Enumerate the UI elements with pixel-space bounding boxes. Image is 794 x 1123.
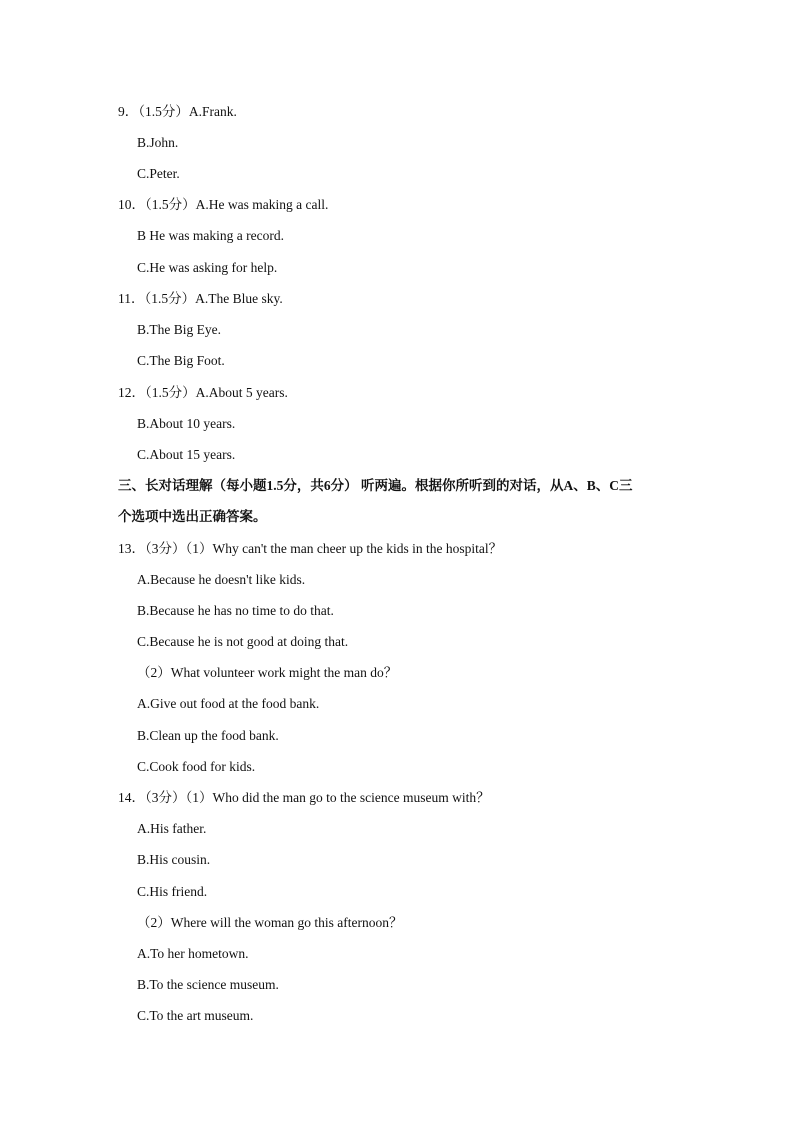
- question-13-stem: 13．（3分）（1）Why can't the man cheer up the kids in the hospital？: [118, 541, 503, 556]
- question-14-2-stem: （2）Where will the woman go this afternoon？: [137, 915, 403, 930]
- question-11-option-b: B.The Big Eye.: [137, 322, 221, 337]
- question-10-option-c: C.He was asking for help.: [137, 260, 278, 275]
- question-9-option-b: B.John.: [137, 135, 179, 150]
- section-3-heading-line-1: 三、长对话理解（每小题1.5分，共6分） 听两遍。根据你所听到的对话，从A、B、C三: [118, 478, 633, 493]
- question-11-option-c: C.The Big Foot.: [137, 353, 225, 368]
- question-12-stem: 12．（1.5分）A.About 5 years.: [118, 385, 288, 400]
- question-14-2-option-c: C.To the art museum.: [137, 1008, 254, 1023]
- question-10-stem: 10．（1.5分）A.He was making a call.: [118, 197, 329, 212]
- question-13-2-option-a: A.Give out food at the food bank.: [137, 696, 320, 711]
- question-13-2-option-c: C.Cook food for kids.: [137, 759, 256, 774]
- question-13-1-option-b: B.Because he has no time to do that.: [137, 603, 334, 618]
- question-13-2-stem: （2）What volunteer work might the man do？: [137, 665, 398, 680]
- question-12-option-c: C.About 15 years.: [137, 447, 236, 462]
- question-11-stem: 11．（1.5分）A.The Blue sky.: [118, 291, 283, 306]
- question-14-1-option-b: B.His cousin.: [137, 852, 211, 867]
- question-14-1-option-c: C.His friend.: [137, 884, 208, 899]
- question-13-1-option-a: A.Because he doesn't like kids.: [137, 572, 306, 587]
- question-14-1-option-a: A.His father.: [137, 821, 207, 836]
- question-9-option-c: C.Peter.: [137, 166, 180, 181]
- question-13-1-option-c: C.Because he is not good at doing that.: [137, 634, 349, 649]
- question-14-stem: 14．（3分）（1）Who did the man go to the science museum with？: [118, 790, 490, 805]
- question-14-2-option-a: A.To her hometown.: [137, 946, 249, 961]
- question-14-2-option-b: B.To the science museum.: [137, 977, 279, 992]
- question-10-option-b: B He was making a record.: [137, 228, 284, 243]
- question-13-2-option-b: B.Clean up the food bank.: [137, 728, 279, 743]
- question-9-stem: 9．（1.5分）A.Frank.: [118, 104, 237, 119]
- question-12-option-b: B.About 10 years.: [137, 416, 236, 431]
- section-3-heading-line-2: 个选项中选出正确答案。: [118, 509, 267, 524]
